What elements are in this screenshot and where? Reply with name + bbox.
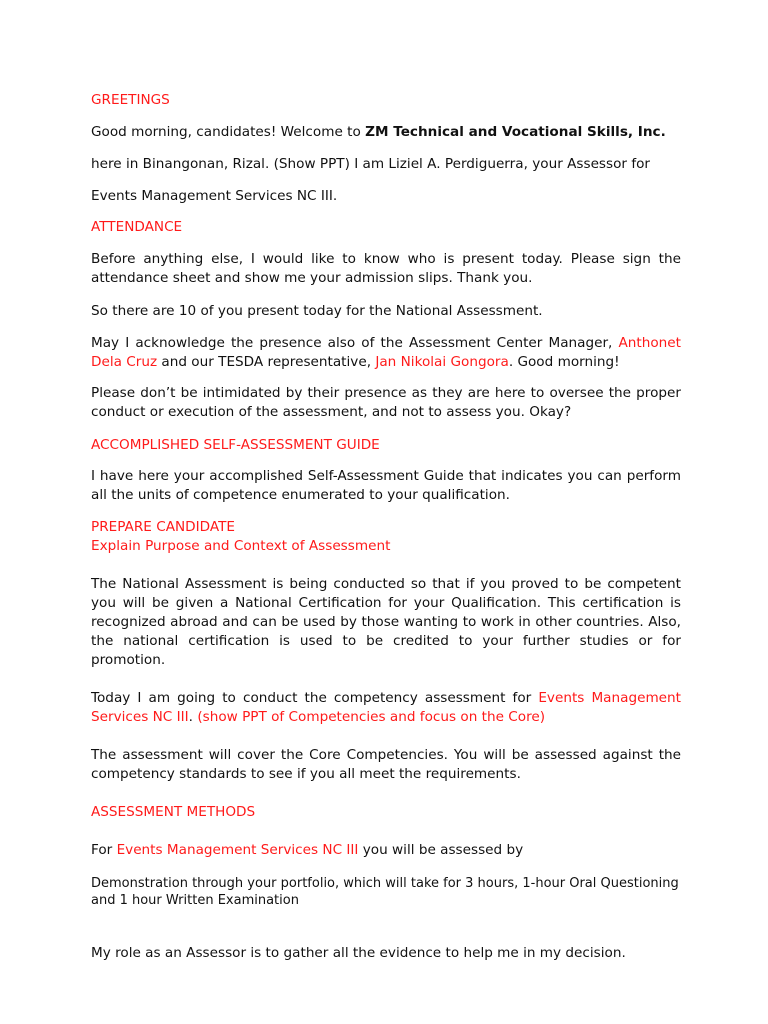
for-text: For: [91, 842, 117, 858]
paragraph-not-intimidated: Please don’t be intimidated by their presence as they are here to oversee the proper conduct or execution of the assessment, and not to assess you. Okay?: [91, 385, 681, 420]
paragraph-acknowledge: [91, 334, 681, 372]
heading-greetings: GREETINGS: [91, 92, 170, 108]
paragraph-assessor-role: My role as an Assessor is to gather all the evidence to help me in my decision.: [91, 945, 626, 961]
paragraph-national-assessment: The National Assessment is being conducted so that if you proved to be competent you will be given a National Certification for your Qualification. This certification is recognized abroad and can be used by those wanting to work in other countries. Also, the national certification is used to be credited to your further studies or for promotion.: [91, 576, 681, 668]
tesda-representative-name: Jan Nikolai Gongora: [375, 354, 509, 370]
acknowledge-text-2: and our TESDA representative,: [157, 354, 376, 370]
today-text-2: .: [188, 709, 198, 725]
qualification-name: Events Management Services NC III: [91, 690, 681, 725]
paragraph-qualification: Events Management Services NC III.: [91, 188, 338, 204]
company-name: ZM Technical and Vocational Skills, Inc.: [365, 124, 666, 140]
paragraph-attendance: Before anything else, I would like to know who is present today. Please sign the attendance sheet and show me your admission slips. Thank you.: [91, 251, 681, 286]
for-text-2: you will be assessed by: [358, 842, 524, 858]
paragraph-assessed-by: [91, 841, 681, 860]
paragraph-welcome: [91, 123, 681, 142]
qualification-name-2: Events Management Services NC III: [116, 842, 359, 858]
paragraph-demonstration: Demonstration through your portfolio, which will take for 3 hours, 1-hour Oral Questioning and 1 hour Written Examination: [91, 876, 679, 908]
paragraph-core-competencies: The assessment will cover the Core Competencies. You will be assessed against the competency standards to see if you all meet the requirements.: [91, 747, 681, 782]
paragraph-self-assessment: I have here your accomplished Self-Assessment Guide that indicates you can perform all the units of competence enumerated to your qualification.: [91, 468, 681, 503]
heading-attendance: ATTENDANCE: [91, 219, 183, 235]
heading-self-assessment-guide: ACCOMPLISHED SELF-ASSESSMENT GUIDE: [91, 437, 380, 453]
paragraph-introduction: here in Binangonan, Rizal. (Show PPT) I am Liziel A. Perdiguerra, your Assessor for: [91, 156, 651, 172]
subheading-explain-purpose: Explain Purpose and Context of Assessment: [91, 538, 391, 554]
heading-assessment-methods: ASSESSMENT METHODS: [91, 804, 256, 820]
paragraph-present-count: So there are 10 of you present today for the National Assessment.: [91, 303, 543, 319]
paragraph-today: [91, 689, 681, 727]
welcome-text: Good morning, candidates! Welcome to: [91, 124, 366, 140]
acknowledge-text-3: . Good morning!: [508, 354, 620, 370]
ppt-note: (show PPT of Competencies and focus on the Core): [197, 709, 546, 725]
today-text: Today I am going to conduct the competency assessment for: [91, 690, 539, 706]
heading-prepare-candidate: PREPARE CANDIDATE: [91, 519, 236, 535]
center-manager-name: Anthonet Dela Cruz: [91, 335, 681, 370]
acknowledge-text: May I acknowledge the presence also of the Assessment Center Manager,: [91, 335, 619, 351]
